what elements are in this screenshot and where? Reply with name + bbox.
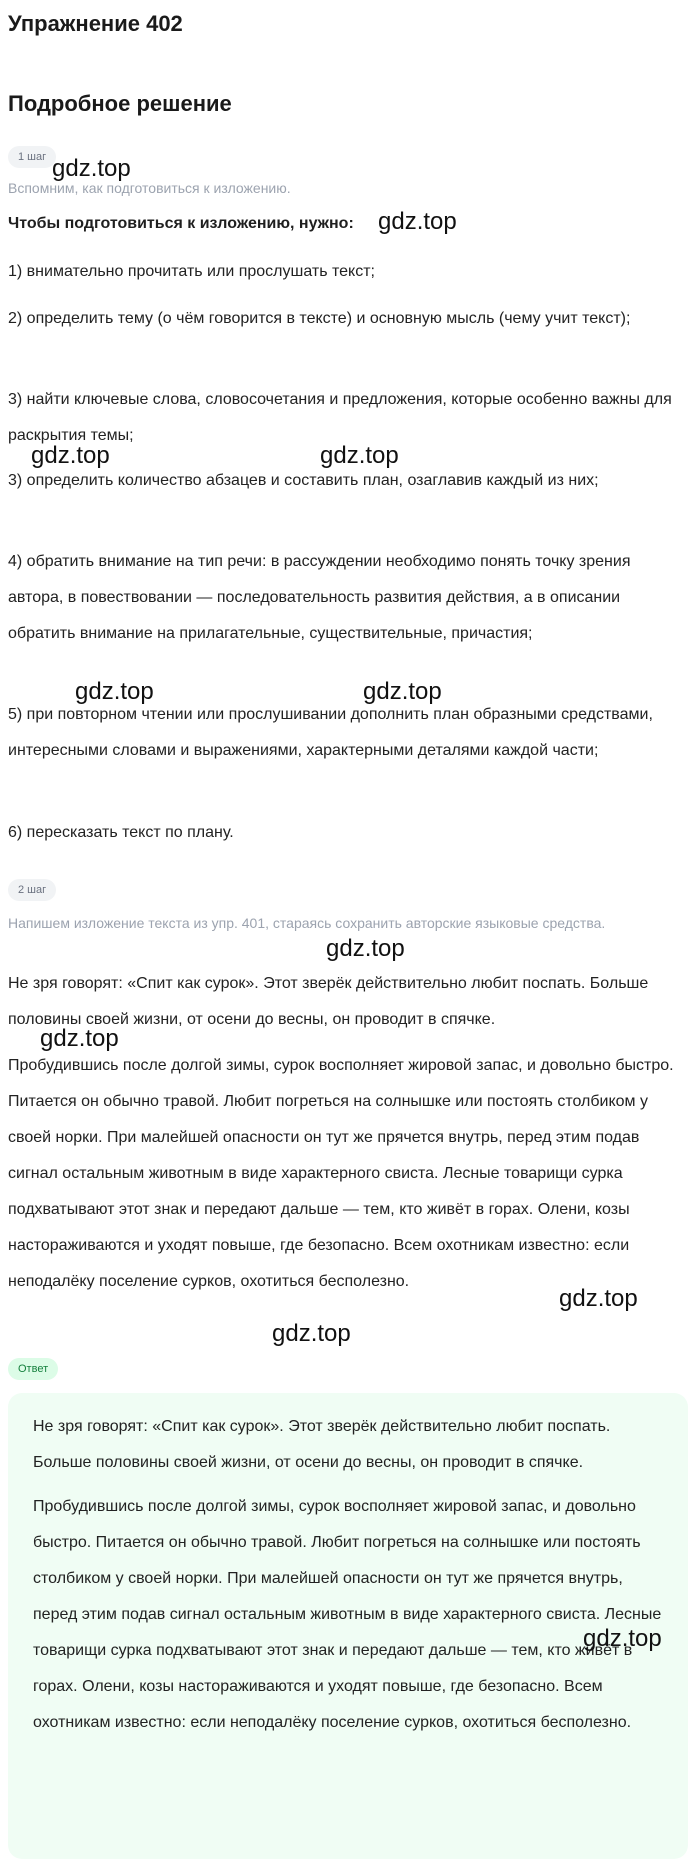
list-item: 3) найти ключевые слова, словосочетания и предложения, которые особенно важны для раскрытия темы; bbox=[8, 391, 672, 444]
watermark: gdz.top bbox=[75, 678, 154, 705]
answer-badge: Ответ bbox=[8, 1358, 58, 1380]
watermark: gdz.top bbox=[320, 442, 399, 469]
exercise-title: Упражнение 402 bbox=[8, 11, 183, 36]
watermark: gdz.top bbox=[583, 1625, 662, 1652]
answer-paragraph: Не зря говорят: «Спит как сурок». Этот зверёк действительно любит поспать. Больше половины своей жизни, от осени до весны, он проводит в спячке. bbox=[33, 1418, 611, 1471]
list-item: 6) пересказать текст по плану. bbox=[8, 824, 234, 841]
list-item: 5) при повторном чтении или прослушивании дополнить план образными средствами, интересными словами и выражениями, характерными деталями каждой части; bbox=[8, 706, 653, 759]
watermark: gdz.top bbox=[272, 1320, 351, 1347]
list-item: 2) определить тему (о чём говорится в тексте) и основную мысль (чему учит текст); bbox=[8, 310, 631, 327]
list-item: 1) внимательно прочитать или прослушать текст; bbox=[8, 263, 375, 280]
step-2-paragraph: Пробудившись после долгой зимы, сурок восполняет жировой запас, и довольно быстро. Питается он обычно травой. Любит погреться на солнышке или постоять столбиком у своей норки. При малейшей опасности он тут же прячется внутрь, перед этим подав сигнал остальным животным в виде характерного свиста. Лесные товарищи сурка подхватывают этот знак и передают дальше — тем, кто живёт в горах. Олени, козы настораживаются и уходят повыше, где безопасно. Всем охотникам известно: если неподалёку поселение сурков, охотиться бесполезно. bbox=[8, 1057, 674, 1290]
step-2-paragraph: Не зря говорят: «Спит как сурок». Этот зверёк действительно любит поспать. Больше половины своей жизни, от осени до весны, он проводит в спячке. bbox=[8, 975, 649, 1028]
solution-title: Подробное решение bbox=[8, 91, 232, 116]
watermark: gdz.top bbox=[52, 155, 131, 182]
watermark: gdz.top bbox=[326, 935, 405, 962]
list-item: 4) обратить внимание на тип речи: в рассуждении необходимо понять точку зрения автора, в повествовании — последовательность развития действия, а в описании обратить внимание на прилагательные, существительные, причастия; bbox=[8, 553, 631, 642]
answer-paragraph: Пробудившись после долгой зимы, сурок восполняет жировой запас, и довольно быстро. Питается он обычно травой. Любит погреться на солнышке или постоять столбиком у своей норки. При малейшей опасности он тут же прячется внутрь, перед этим подав сигнал остальным животным в виде характерного свиста. Лесные товарищи сурка подхватывают этот знак и передают дальше — тем, кто живёт в горах. Олени, козы настораживаются и уходят повыше, где безопасно. Всем охотникам известно: если неподалёку поселение сурков, охотиться бесполезно. bbox=[33, 1498, 662, 1731]
step-1-badge: 1 шаг bbox=[8, 146, 56, 168]
step-1-note: Вспомним, как подготовиться к изложению. bbox=[8, 180, 291, 196]
watermark: gdz.top bbox=[40, 1025, 119, 1052]
watermark: gdz.top bbox=[363, 678, 442, 705]
watermark: gdz.top bbox=[559, 1285, 638, 1312]
step-2-note: Напишем изложение текста из упр. 401, стараясь сохранить авторские языковые средства. bbox=[8, 915, 606, 931]
watermark: gdz.top bbox=[378, 208, 457, 235]
watermark: gdz.top bbox=[31, 442, 110, 469]
step-1-heading: Чтобы подготовиться к изложению, нужно: bbox=[8, 215, 354, 232]
list-item: 3) определить количество абзацев и составить план, озаглавив каждый из них; bbox=[8, 472, 599, 489]
step-2-badge: 2 шаг bbox=[8, 879, 56, 901]
